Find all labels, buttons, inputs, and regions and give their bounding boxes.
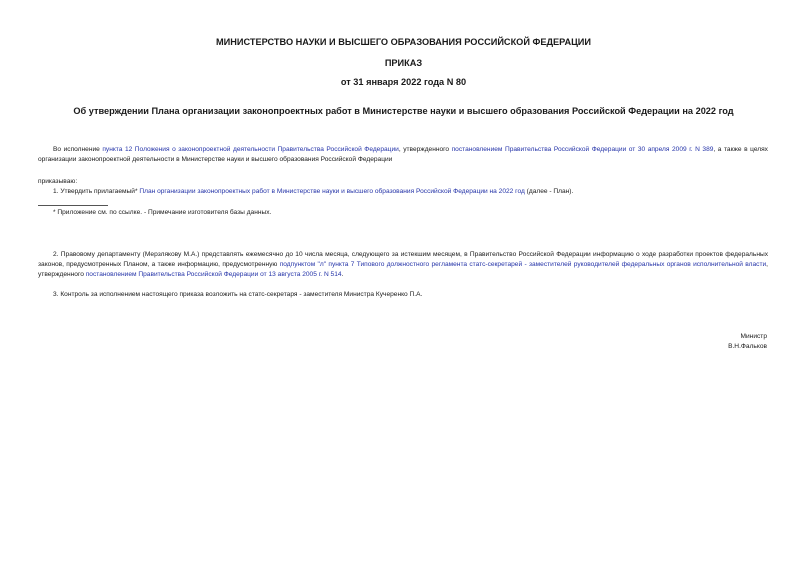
regulation-subpoint-link[interactable]: подпунктом "л" пункта 7 Типового должностного регламента статс-секретарей - заместителей руководителей федеральных органов исполнительной власти: [279, 261, 767, 268]
plan-link[interactable]: План организации законопроектных работ в Министерстве науки и высшего образования Российской Федерации на 2022 год: [139, 188, 525, 195]
item-3-paragraph: 3. Контроль за исполнением настоящего приказа возложить на статс-секретаря - заместителя Министра Кучеренко П.А.: [53, 291, 423, 298]
order-heading: ПРИКАЗ: [384, 58, 423, 68]
ministry-heading: МИНИСТЕРСТВО НАУКИ И ВЫСШЕГО ОБРАЗОВАНИЯ РОССИЙСКОЙ ФЕДЕРАЦИИ: [215, 37, 591, 47]
item-1-paragraph: [38, 187, 768, 197]
resolution-389-link[interactable]: постановлением Правительства Российской Федерации от 30 апреля 2009 г. N 389: [451, 146, 714, 153]
item-1-text-1: 1. Утвердить прилагаемый*: [53, 188, 140, 195]
item-1-text-2: (далее - План).: [524, 188, 574, 195]
preamble-text-3: , а также в целях организации законопроектной деятельности в Министерстве науки и высшего образования Российской Федерации: [38, 146, 768, 163]
preamble-text-2: , утвержденного: [398, 146, 452, 153]
signature-name: В.Н.Фальков: [728, 343, 767, 350]
footnote-divider: [38, 205, 108, 206]
signature-position: Министр: [740, 333, 767, 340]
regulation-link[interactable]: пункта 12 Положения о законопроектной деятельности Правительства Российской Федерации: [102, 146, 399, 153]
item-2-text-1: 2. Правовому департаменту (Мерзлякову М.А.) представлять ежемесячно до 10 числа месяца, следующего за истекшим месяцем, в Правительство Российской Федерации информацию о ходе разработки проектов федеральных законов, предусмотренных Планом, а также информацию, предусмотренную: [38, 251, 768, 268]
order-date-number: от 31 января 2022 года N 80: [340, 77, 467, 87]
item-2-paragraph: [38, 250, 768, 280]
order-title: Об утверждении Плана организации законопроектных работ в Министерстве науки и высшего образования Российской Федерации на 2022 год: [73, 106, 734, 116]
resolution-514-link[interactable]: постановлением Правительства Российской Федерации от 13 августа 2005 г. N 514: [85, 271, 342, 278]
preamble-text-1: Во исполнение: [53, 146, 103, 153]
preamble-paragraph: [38, 145, 768, 165]
order-word: приказываю:: [38, 178, 78, 185]
footnote: * Приложение см. по ссылке. - Примечание изготовителя базы данных.: [53, 209, 272, 216]
item-2-text-3: .: [341, 271, 344, 278]
item-2-text-2: , утвержденного: [38, 261, 768, 278]
